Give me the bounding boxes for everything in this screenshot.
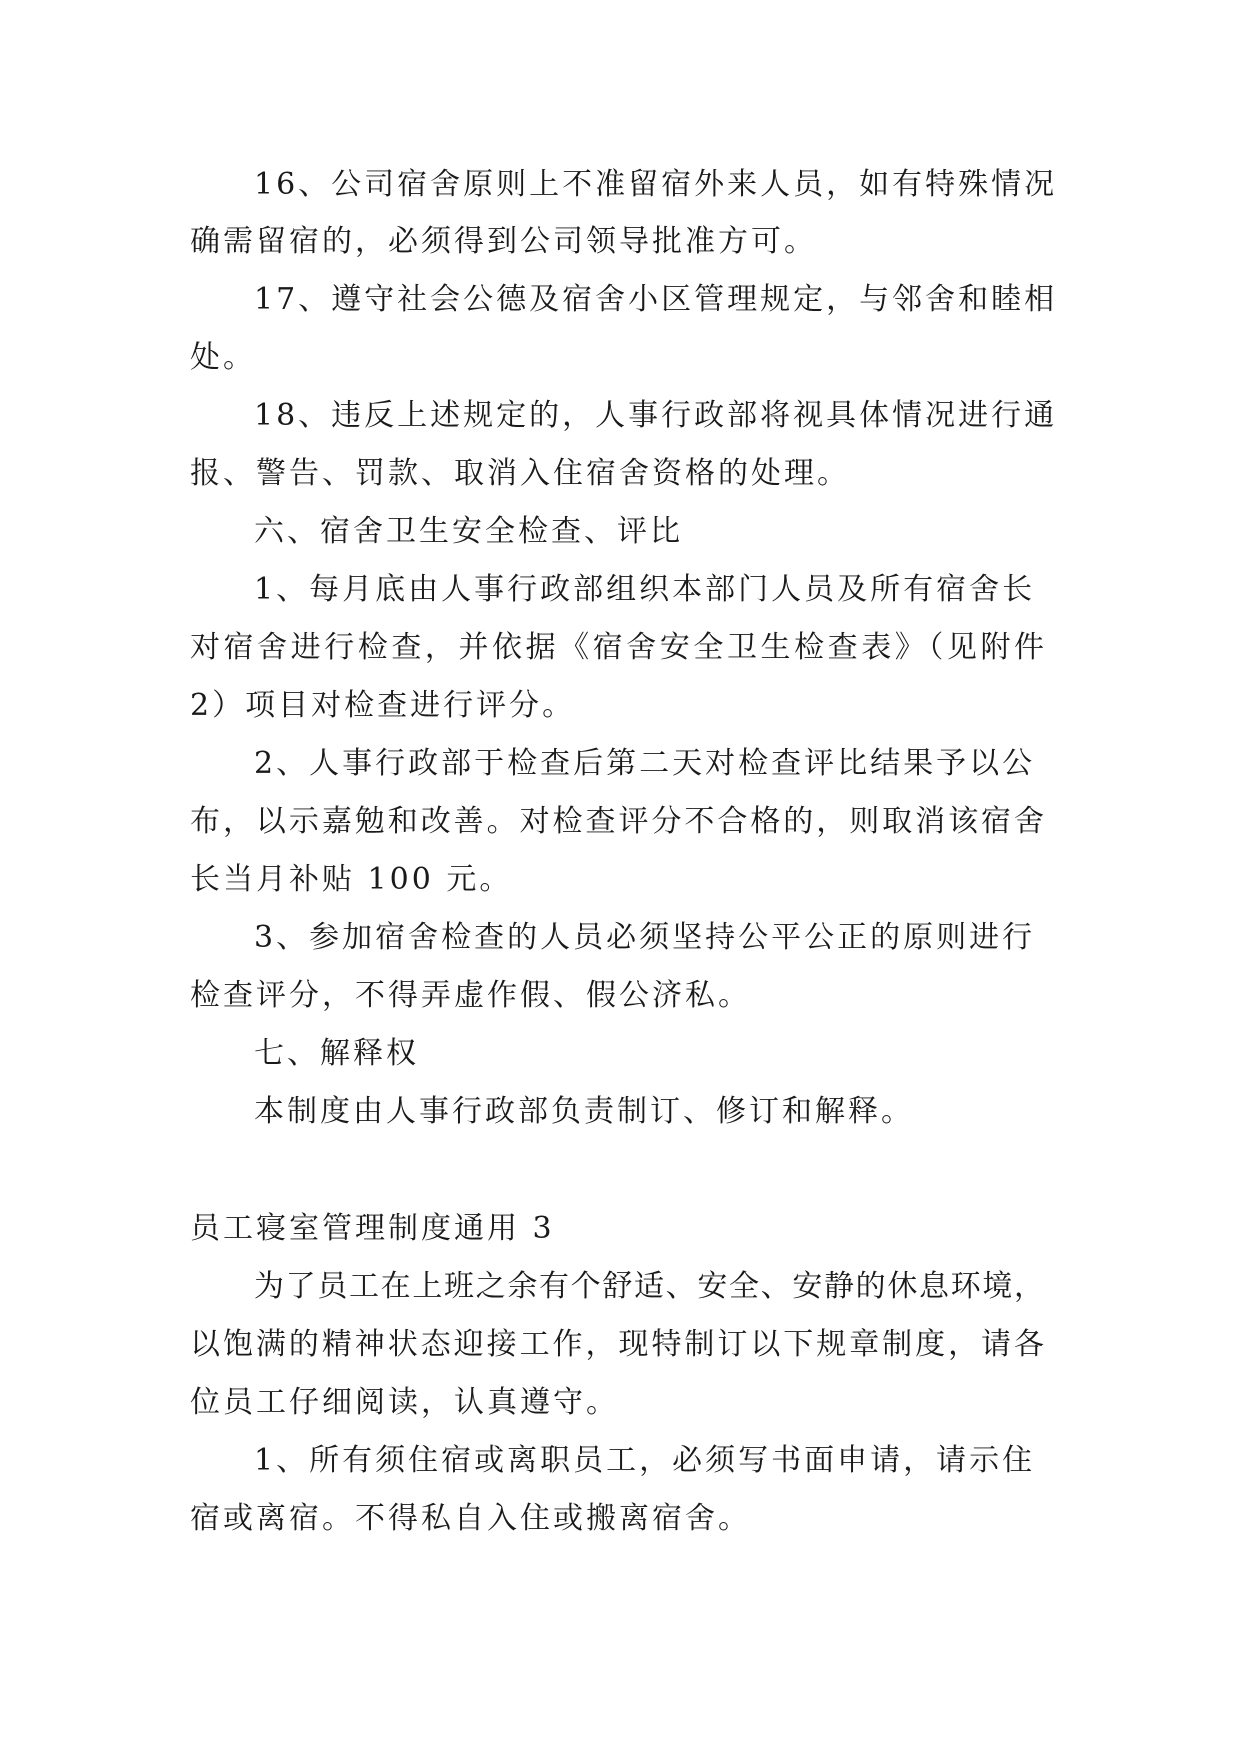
intro-paragraph-line-2: 以饱满的精神状态迎接工作，现特制订以下规章制度，请各: [190, 1327, 1044, 1362]
inspection-item-2-line-2: 布，以示嘉勉和改善。对检查评分不合格的，则取消该宿舍: [190, 804, 1044, 839]
paragraph-16-line-2: 确需留宿的，必须得到公司领导批准方可。: [190, 224, 817, 259]
document-title: 员工寝室管理制度通用 3: [190, 1211, 555, 1246]
interpretation-paragraph: 本制度由人事行政部负责制订、修订和解释。: [254, 1094, 914, 1129]
paragraph-17-line-1: 17、遵守社会公德及宿舍小区管理规定，与邻舍和睦相: [254, 282, 1058, 317]
inspection-item-1-line-2: 对宿舍进行检查，并依据《宿舍安全卫生检查表》（见附件: [190, 630, 1044, 665]
inspection-item-2-line-1: 2、人事行政部于检查后第二天对检查评比结果予以公: [254, 746, 1036, 781]
intro-paragraph-line-1: 为了员工在上班之余有个舒适、安全、安静的休息环境，: [254, 1269, 1044, 1304]
inspection-item-3-line-2: 检查评分，不得弄虚作假、假公济私。: [190, 978, 751, 1013]
inspection-item-3-line-1: 3、参加宿舍检查的人员必须坚持公平公正的原则进行: [254, 920, 1036, 955]
section-heading-6: 六、宿舍卫生安全检查、评比: [254, 514, 683, 549]
intro-paragraph-line-3: 位员工仔细阅读，认真遵守。: [190, 1385, 619, 1420]
paragraph-18-line-1: 18、违反上述规定的，人事行政部将视具体情况进行通: [254, 398, 1058, 433]
inspection-item-1-line-1: 1、每月底由人事行政部组织本部门人员及所有宿舍长: [254, 572, 1036, 607]
rule-1-line-1: 1、所有须住宿或离职员工，必须写书面申请，请示住: [254, 1443, 1036, 1478]
section-heading-7: 七、解释权: [254, 1036, 419, 1071]
paragraph-16-line-1: 16、公司宿舍原则上不准留宿外来人员，如有特殊情况: [254, 167, 1058, 202]
paragraph-18-line-2: 报、警告、罚款、取消入住宿舍资格的处理。: [190, 456, 850, 491]
paragraph-17-line-2: 处。: [190, 340, 256, 375]
inspection-item-2-line-3: 长当月补贴 100 元。: [190, 862, 513, 897]
rule-1-line-2: 宿或离宿。不得私自入住或搬离宿舍。: [190, 1501, 751, 1536]
inspection-item-1-line-3: 2）项目对检查进行评分。: [190, 688, 576, 723]
